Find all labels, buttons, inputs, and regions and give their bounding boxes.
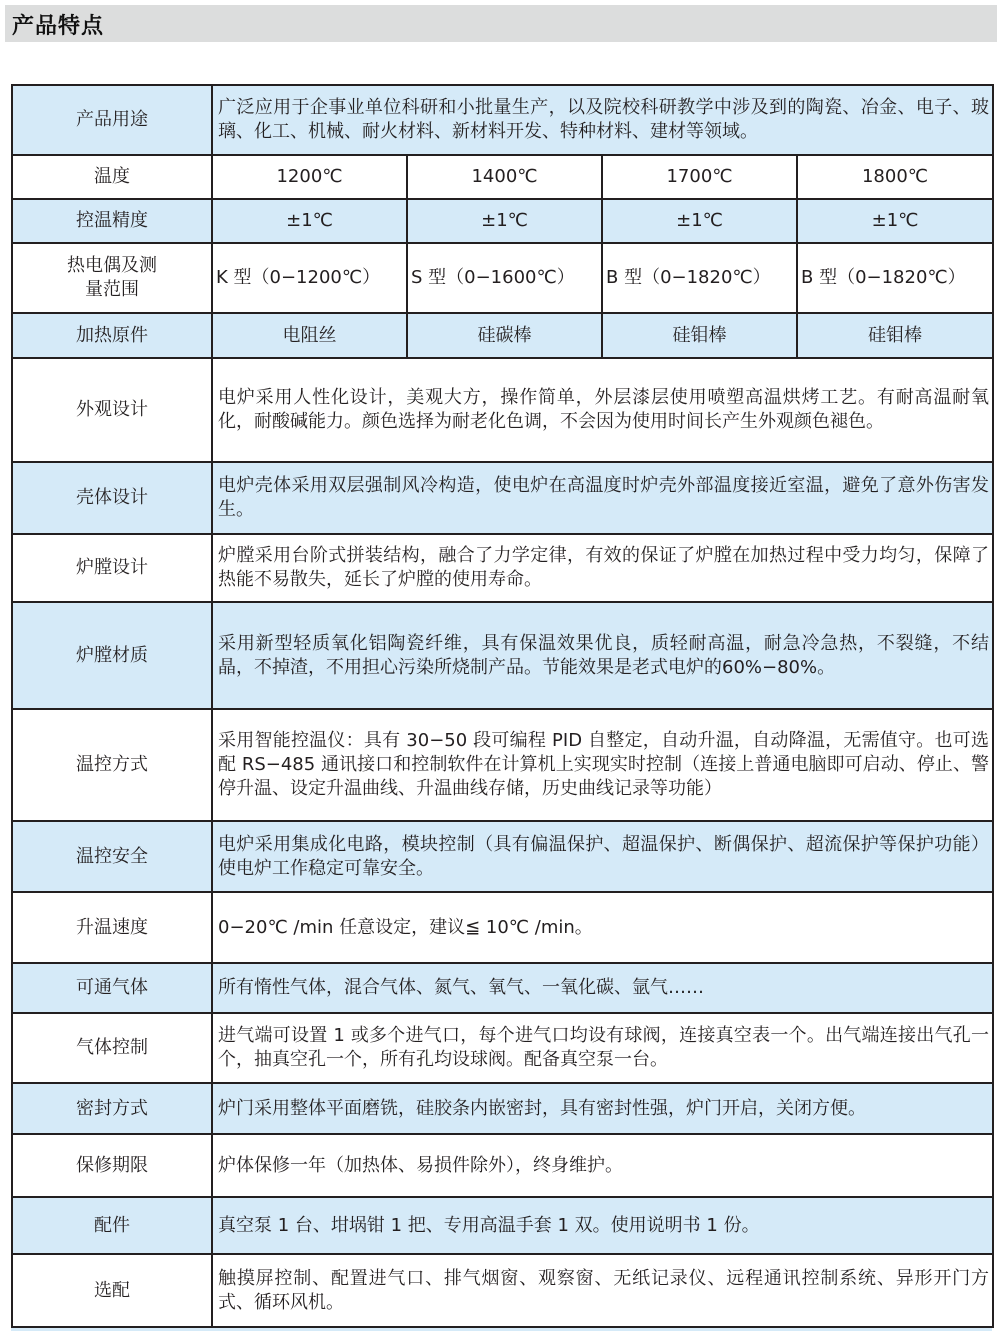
- product-spec-table: [11, 84, 994, 1328]
- spec-label: 温度: [12, 155, 212, 199]
- spec-value: 进气端可设置 1 或多个进气口，每个进气口均设有球阀，连接真空表一个。出气端连接出气孔一个，抽真空孔一个，所有孔均设球阀。配备真空泵一台。: [212, 1013, 993, 1083]
- spec-cell: K 型（0−1200℃）: [212, 243, 407, 313]
- spec-label: 控温精度: [12, 199, 212, 243]
- spec-value: 炉门采用整体平面磨铣，硅胶条内嵌密封，具有密封性强，炉门开启，关闭方便。: [212, 1083, 993, 1134]
- spec-row-accuracy: [12, 199, 993, 243]
- spec-label: 选配: [12, 1254, 212, 1327]
- spec-cell: B 型（0−1820℃）: [797, 243, 993, 313]
- spec-label: 炉膛设计: [12, 534, 212, 602]
- spec-value: 电炉采用人性化设计，美观大方，操作简单，外层漆层使用喷塑高温烘烤工艺。有耐高温耐氧化，耐酸碱能力。颜色选择为耐老化色调，不会因为使用时间长产生外观颜色褪色。: [212, 358, 993, 462]
- spec-row-heating-element: [12, 313, 993, 358]
- spec-cell: ±1℃: [407, 199, 602, 243]
- spec-label: 热电偶及测量范围: [12, 243, 212, 313]
- spec-row-shell: [12, 462, 993, 534]
- spec-row-options: [12, 1254, 993, 1327]
- spec-cell: 1400℃: [407, 155, 602, 199]
- spec-value: 电炉采用集成化电路，模块控制（具有偏温保护、超温保护、断偶保护、超流保护等保护功能）使电炉工作稳定可靠安全。: [212, 821, 993, 892]
- spec-row-accessories: [12, 1197, 993, 1254]
- section-title: 产品特点: [12, 14, 105, 39]
- spec-row-chamber-design: [12, 534, 993, 602]
- spec-label: 产品用途: [12, 85, 212, 155]
- spec-label: 气体控制: [12, 1013, 212, 1083]
- spec-cell: 硅钼棒: [602, 313, 797, 358]
- spec-cell: 1200℃: [212, 155, 407, 199]
- spec-value: 触摸屏控制、配置进气口、排气烟窗、观察窗、无纸记录仪、远程通讯控制系统、异形开门方式、循环风机。: [212, 1254, 993, 1327]
- spec-row-thermocouple: [12, 243, 993, 313]
- spec-label: 密封方式: [12, 1083, 212, 1134]
- spec-row-chamber-material: [12, 602, 993, 709]
- spec-value: 0−20℃ /min 任意设定，建议≦ 10℃ /min。: [212, 892, 993, 963]
- spec-value: 广泛应用于企事业单位科研和小批量生产，以及院校科研教学中涉及到的陶瓷、冶金、电子、玻璃、化工、机械、耐火材料、新材料开发、特种材料、建材等领域。: [212, 85, 993, 155]
- spec-value: 电炉壳体采用双层强制风冷构造，使电炉在高温度时炉壳外部温度接近室温，避免了意外伤害发生。: [212, 462, 993, 534]
- spec-row-usage: [12, 85, 993, 155]
- spec-label: 外观设计: [12, 358, 212, 462]
- spec-cell: ±1℃: [212, 199, 407, 243]
- spec-cell: 硅碳棒: [407, 313, 602, 358]
- spec-value: 采用新型轻质氧化铝陶瓷纤维，具有保温效果优良，质轻耐高温，耐急冷急热，不裂缝，不结晶，不掉渣，不用担心污染所烧制产品。节能效果是老式电炉的60%−80%。: [212, 602, 993, 709]
- spec-row-warranty: [12, 1134, 993, 1197]
- spec-label: 加热原件: [12, 313, 212, 358]
- spec-row-gases: [12, 963, 993, 1013]
- spec-value: 炉膛采用台阶式拼装结构，融合了力学定律，有效的保证了炉膛在加热过程中受力均匀，保障了热能不易散失，延长了炉膛的使用寿命。: [212, 534, 993, 602]
- spec-label: 可通气体: [12, 963, 212, 1013]
- spec-label: 保修期限: [12, 1134, 212, 1197]
- spec-value: 真空泵 1 台、坩埚钳 1 把、专用高温手套 1 双。使用说明书 1 份。: [212, 1197, 993, 1254]
- spec-value: 所有惰性气体，混合气体、氮气、氧气、一氧化碳、氩气……: [212, 963, 993, 1013]
- spec-value: 采用智能控温仪：具有 30−50 段可编程 PID 自整定，自动升温，自动降温，无需值守。也可选配 RS−485 通讯接口和控制软件在计算机上实现实时控制（连接上普通电脑即可启动、停止、警停升温、设定升温曲线、升温曲线存储，历史曲线记录等功能）: [212, 709, 993, 821]
- spec-row-sealing: [12, 1083, 993, 1134]
- spec-cell: 1800℃: [797, 155, 993, 199]
- spec-row-control-safety: [12, 821, 993, 892]
- spec-cell: 1700℃: [602, 155, 797, 199]
- spec-label: 温控安全: [12, 821, 212, 892]
- spec-row-gas-control: [12, 1013, 993, 1083]
- section-header: [5, 5, 997, 42]
- spec-cell: 电阻丝: [212, 313, 407, 358]
- spec-row-heating-rate: [12, 892, 993, 963]
- spec-label: 配件: [12, 1197, 212, 1254]
- spec-label: 炉膛材质: [12, 602, 212, 709]
- spec-label: 温控方式: [12, 709, 212, 821]
- spec-cell: 硅钼棒: [797, 313, 993, 358]
- spec-row-temperature: [12, 155, 993, 199]
- spec-label: 升温速度: [12, 892, 212, 963]
- spec-cell: ±1℃: [797, 199, 993, 243]
- spec-label: 壳体设计: [12, 462, 212, 534]
- spec-cell: ±1℃: [602, 199, 797, 243]
- spec-row-control-method: [12, 709, 993, 821]
- spec-cell: S 型（0−1600℃）: [407, 243, 602, 313]
- spec-cell: B 型（0−1820℃）: [602, 243, 797, 313]
- spec-row-appearance: [12, 358, 993, 462]
- spec-value: 炉体保修一年（加热体、易损件除外），终身维护。: [212, 1134, 993, 1197]
